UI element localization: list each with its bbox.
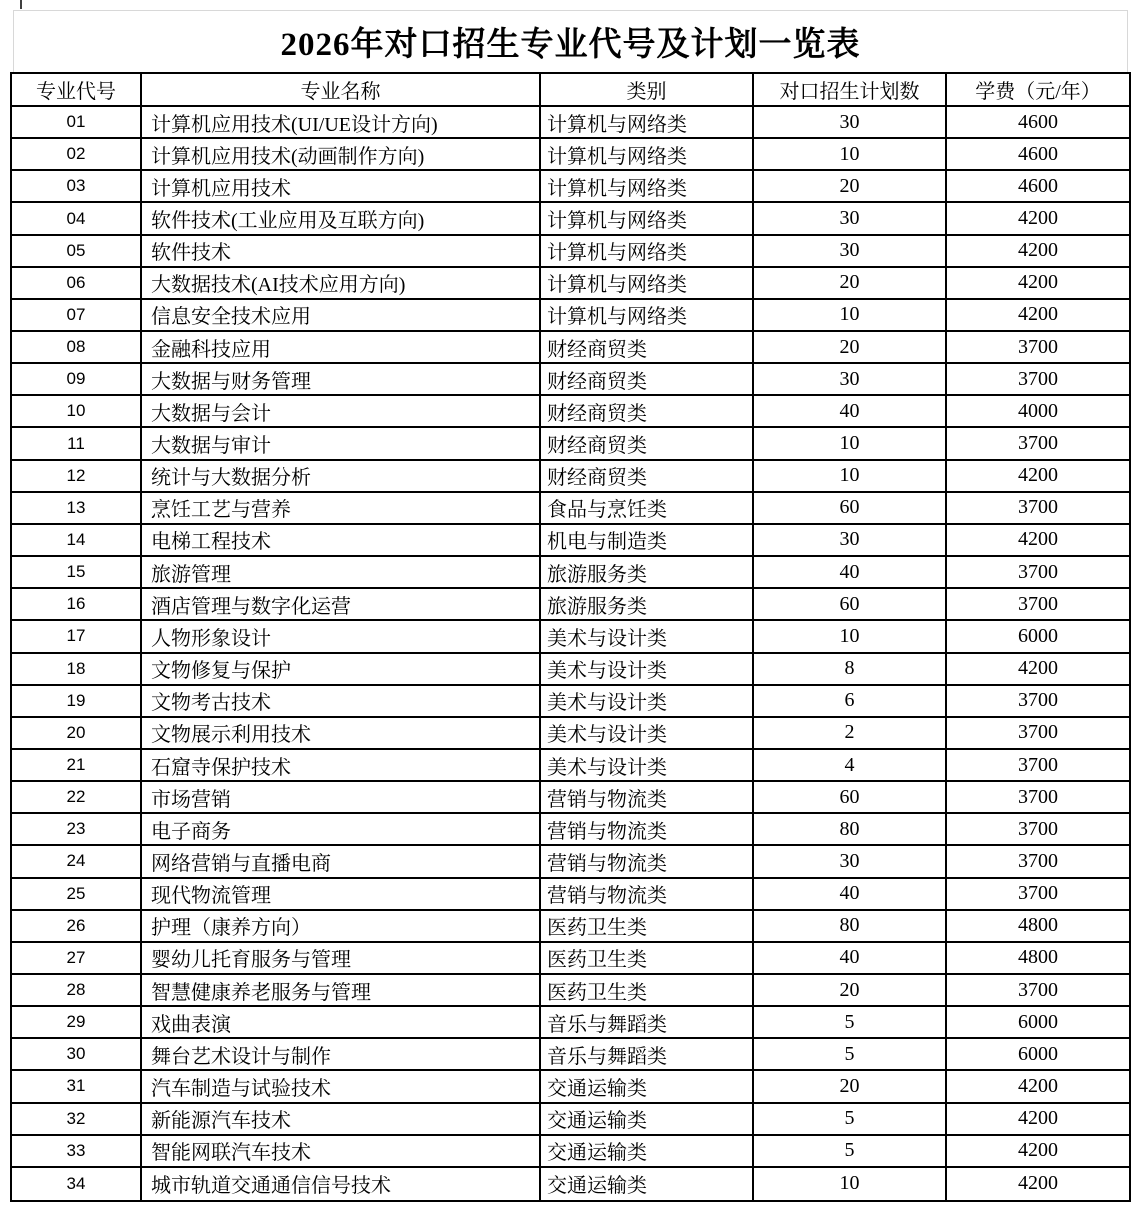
tuition-cell: 4200: [947, 268, 1129, 300]
category-cell: 计算机与网络类: [541, 300, 754, 332]
tuition-cell: 4200: [947, 203, 1129, 235]
tuition-cell: 4200: [947, 1071, 1129, 1103]
major-name-cell: 计算机应用技术(UI/UE设计方向): [142, 107, 541, 139]
major-name-cell: 智能网联汽车技术: [142, 1136, 541, 1168]
major-name-cell: 大数据与会计: [142, 396, 541, 428]
plan-count-cell: 40: [754, 879, 947, 911]
major-code-cell: 04: [12, 203, 142, 235]
gridline-tick: [20, 0, 22, 9]
tuition-cell: 3700: [947, 814, 1129, 846]
major-name-cell: 酒店管理与数字化运营: [142, 589, 541, 621]
plan-count-cell: 40: [754, 943, 947, 975]
major-name-cell: 旅游管理: [142, 557, 541, 589]
plan-count-cell: 40: [754, 557, 947, 589]
major-code-cell: 07: [12, 300, 142, 332]
enrollment-table: [10, 72, 1131, 1202]
tuition-cell: 4800: [947, 943, 1129, 975]
major-name-cell: 大数据与审计: [142, 428, 541, 460]
category-cell: 医药卫生类: [541, 943, 754, 975]
major-code-cell: 13: [12, 493, 142, 525]
major-code-cell: 26: [12, 911, 142, 943]
category-cell: 计算机与网络类: [541, 268, 754, 300]
plan-count-cell: 40: [754, 396, 947, 428]
plan-count-cell: 20: [754, 975, 947, 1007]
major-name-cell: 智慧健康养老服务与管理: [142, 975, 541, 1007]
major-name-cell: 统计与大数据分析: [142, 461, 541, 493]
tuition-cell: 3700: [947, 879, 1129, 911]
major-code-cell: 23: [12, 814, 142, 846]
category-cell: 财经商贸类: [541, 428, 754, 460]
plan-count-cell: 10: [754, 461, 947, 493]
tuition-cell: 4600: [947, 139, 1129, 171]
major-name-cell: 市场营销: [142, 782, 541, 814]
category-cell: 财经商贸类: [541, 461, 754, 493]
plan-count-cell: 30: [754, 107, 947, 139]
column-header-major-code: 专业代号: [12, 74, 142, 107]
category-cell: 医药卫生类: [541, 975, 754, 1007]
major-code-cell: 18: [12, 654, 142, 686]
category-cell: 美术与设计类: [541, 718, 754, 750]
tuition-cell: 3700: [947, 718, 1129, 750]
major-code-cell: 12: [12, 461, 142, 493]
category-cell: 美术与设计类: [541, 654, 754, 686]
category-cell: 旅游服务类: [541, 589, 754, 621]
major-code-cell: 29: [12, 1007, 142, 1039]
category-cell: 营销与物流类: [541, 814, 754, 846]
plan-count-cell: 2: [754, 718, 947, 750]
plan-count-cell: 30: [754, 236, 947, 268]
major-name-cell: 舞台艺术设计与制作: [142, 1039, 541, 1071]
plan-count-cell: 30: [754, 364, 947, 396]
major-name-cell: 软件技术(工业应用及互联方向): [142, 203, 541, 235]
category-cell: 交通运输类: [541, 1104, 754, 1136]
major-name-cell: 护理（康养方向）: [142, 911, 541, 943]
major-code-cell: 06: [12, 268, 142, 300]
major-code-cell: 14: [12, 525, 142, 557]
tuition-cell: 6000: [947, 621, 1129, 653]
tuition-cell: 4200: [947, 1136, 1129, 1168]
major-code-cell: 24: [12, 846, 142, 878]
plan-count-cell: 4: [754, 750, 947, 782]
plan-count-cell: 80: [754, 911, 947, 943]
category-cell: 财经商贸类: [541, 364, 754, 396]
category-cell: 计算机与网络类: [541, 236, 754, 268]
tuition-cell: 3700: [947, 493, 1129, 525]
category-cell: 计算机与网络类: [541, 203, 754, 235]
major-name-cell: 电梯工程技术: [142, 525, 541, 557]
category-cell: 财经商贸类: [541, 332, 754, 364]
major-name-cell: 婴幼儿托育服务与管理: [142, 943, 541, 975]
tuition-cell: 4600: [947, 107, 1129, 139]
category-cell: 交通运输类: [541, 1168, 754, 1200]
plan-count-cell: 20: [754, 268, 947, 300]
column-header-tuition: 学费（元/年）: [947, 74, 1129, 107]
major-code-cell: 34: [12, 1168, 142, 1200]
category-cell: 财经商贸类: [541, 396, 754, 428]
plan-count-cell: 80: [754, 814, 947, 846]
plan-count-cell: 8: [754, 654, 947, 686]
major-name-cell: 文物展示利用技术: [142, 718, 541, 750]
page-title: 2026年对口招生专业代号及计划一览表: [13, 10, 1128, 72]
tuition-cell: 3700: [947, 686, 1129, 718]
major-name-cell: 计算机应用技术: [142, 171, 541, 203]
major-name-cell: 金融科技应用: [142, 332, 541, 364]
plan-count-cell: 10: [754, 1168, 947, 1200]
major-code-cell: 09: [12, 364, 142, 396]
tuition-cell: 4200: [947, 461, 1129, 493]
plan-count-cell: 20: [754, 332, 947, 364]
major-code-cell: 28: [12, 975, 142, 1007]
plan-count-cell: 30: [754, 203, 947, 235]
major-code-cell: 02: [12, 139, 142, 171]
tuition-cell: 4800: [947, 911, 1129, 943]
major-code-cell: 17: [12, 621, 142, 653]
major-code-cell: 15: [12, 557, 142, 589]
major-name-cell: 文物修复与保护: [142, 654, 541, 686]
category-cell: 计算机与网络类: [541, 107, 754, 139]
tuition-cell: 3700: [947, 750, 1129, 782]
major-name-cell: 汽车制造与试验技术: [142, 1071, 541, 1103]
plan-count-cell: 20: [754, 171, 947, 203]
tuition-cell: 3700: [947, 364, 1129, 396]
major-name-cell: 大数据技术(AI技术应用方向): [142, 268, 541, 300]
plan-count-cell: 30: [754, 846, 947, 878]
category-cell: 美术与设计类: [541, 686, 754, 718]
major-code-cell: 16: [12, 589, 142, 621]
plan-count-cell: 5: [754, 1104, 947, 1136]
major-code-cell: 03: [12, 171, 142, 203]
tuition-cell: 3700: [947, 846, 1129, 878]
tuition-cell: 4200: [947, 236, 1129, 268]
major-code-cell: 25: [12, 879, 142, 911]
category-cell: 计算机与网络类: [541, 171, 754, 203]
major-code-cell: 19: [12, 686, 142, 718]
major-name-cell: 大数据与财务管理: [142, 364, 541, 396]
tuition-cell: 4200: [947, 1104, 1129, 1136]
category-cell: 营销与物流类: [541, 782, 754, 814]
tuition-cell: 3700: [947, 332, 1129, 364]
category-cell: 旅游服务类: [541, 557, 754, 589]
major-name-cell: 石窟寺保护技术: [142, 750, 541, 782]
major-name-cell: 网络营销与直播电商: [142, 846, 541, 878]
major-code-cell: 01: [12, 107, 142, 139]
plan-count-cell: 60: [754, 782, 947, 814]
major-code-cell: 08: [12, 332, 142, 364]
category-cell: 营销与物流类: [541, 846, 754, 878]
major-name-cell: 人物形象设计: [142, 621, 541, 653]
plan-count-cell: 5: [754, 1039, 947, 1071]
plan-count-cell: 60: [754, 493, 947, 525]
major-code-cell: 27: [12, 943, 142, 975]
major-code-cell: 10: [12, 396, 142, 428]
major-name-cell: 文物考古技术: [142, 686, 541, 718]
column-header-category: 类别: [541, 74, 754, 107]
category-cell: 美术与设计类: [541, 621, 754, 653]
tuition-cell: 6000: [947, 1039, 1129, 1071]
major-name-cell: 现代物流管理: [142, 879, 541, 911]
major-name-cell: 电子商务: [142, 814, 541, 846]
plan-count-cell: 30: [754, 525, 947, 557]
category-cell: 交通运输类: [541, 1071, 754, 1103]
category-cell: 营销与物流类: [541, 879, 754, 911]
plan-count-cell: 10: [754, 428, 947, 460]
tuition-cell: 3700: [947, 782, 1129, 814]
major-code-cell: 31: [12, 1071, 142, 1103]
plan-count-cell: 20: [754, 1071, 947, 1103]
category-cell: 医药卫生类: [541, 911, 754, 943]
major-code-cell: 21: [12, 750, 142, 782]
major-code-cell: 20: [12, 718, 142, 750]
category-cell: 交通运输类: [541, 1136, 754, 1168]
tuition-cell: 3700: [947, 428, 1129, 460]
major-code-cell: 05: [12, 236, 142, 268]
major-code-cell: 33: [12, 1136, 142, 1168]
tuition-cell: 3700: [947, 557, 1129, 589]
category-cell: 机电与制造类: [541, 525, 754, 557]
tuition-cell: 4200: [1018, 1172, 1058, 1195]
tuition-cell: 4200: [947, 654, 1129, 686]
category-cell: 计算机与网络类: [541, 139, 754, 171]
column-header-plan-count: 对口招生计划数: [754, 74, 947, 107]
tuition-cell: 3700: [947, 975, 1129, 1007]
tuition-cell: 4200: [947, 525, 1129, 557]
tuition-cell: 6000: [947, 1007, 1129, 1039]
category-cell: 美术与设计类: [541, 750, 754, 782]
tuition-cell: 4000: [947, 396, 1129, 428]
plan-count-cell: 10: [754, 139, 947, 171]
major-name-cell: 烹饪工艺与营养: [142, 493, 541, 525]
tuition-cell: 3700: [947, 589, 1129, 621]
category-cell: 食品与烹饪类: [541, 493, 754, 525]
category-cell: 音乐与舞蹈类: [541, 1039, 754, 1071]
category-cell: 音乐与舞蹈类: [541, 1007, 754, 1039]
major-name-cell: 计算机应用技术(动画制作方向): [142, 139, 541, 171]
major-name-cell: 戏曲表演: [142, 1007, 541, 1039]
major-name-cell: 新能源汽车技术: [142, 1104, 541, 1136]
major-code-cell: 30: [12, 1039, 142, 1071]
plan-count-cell: 60: [754, 589, 947, 621]
plan-count-cell: 10: [754, 621, 947, 653]
column-header-major-name: 专业名称: [142, 74, 541, 107]
major-code-cell: 32: [12, 1104, 142, 1136]
major-code-cell: 22: [12, 782, 142, 814]
major-code-cell: 11: [12, 428, 142, 460]
plan-count-cell: 5: [754, 1136, 947, 1168]
tuition-cell: 4600: [947, 171, 1129, 203]
major-name-cell: 信息安全技术应用: [142, 300, 541, 332]
plan-count-cell: 10: [754, 300, 947, 332]
major-name-cell: 城市轨道交通通信信号技术: [142, 1168, 541, 1200]
plan-count-cell: 5: [754, 1007, 947, 1039]
tuition-cell: 4200: [947, 300, 1129, 332]
plan-count-cell: 6: [754, 686, 947, 718]
major-name-cell: 软件技术: [142, 236, 541, 268]
